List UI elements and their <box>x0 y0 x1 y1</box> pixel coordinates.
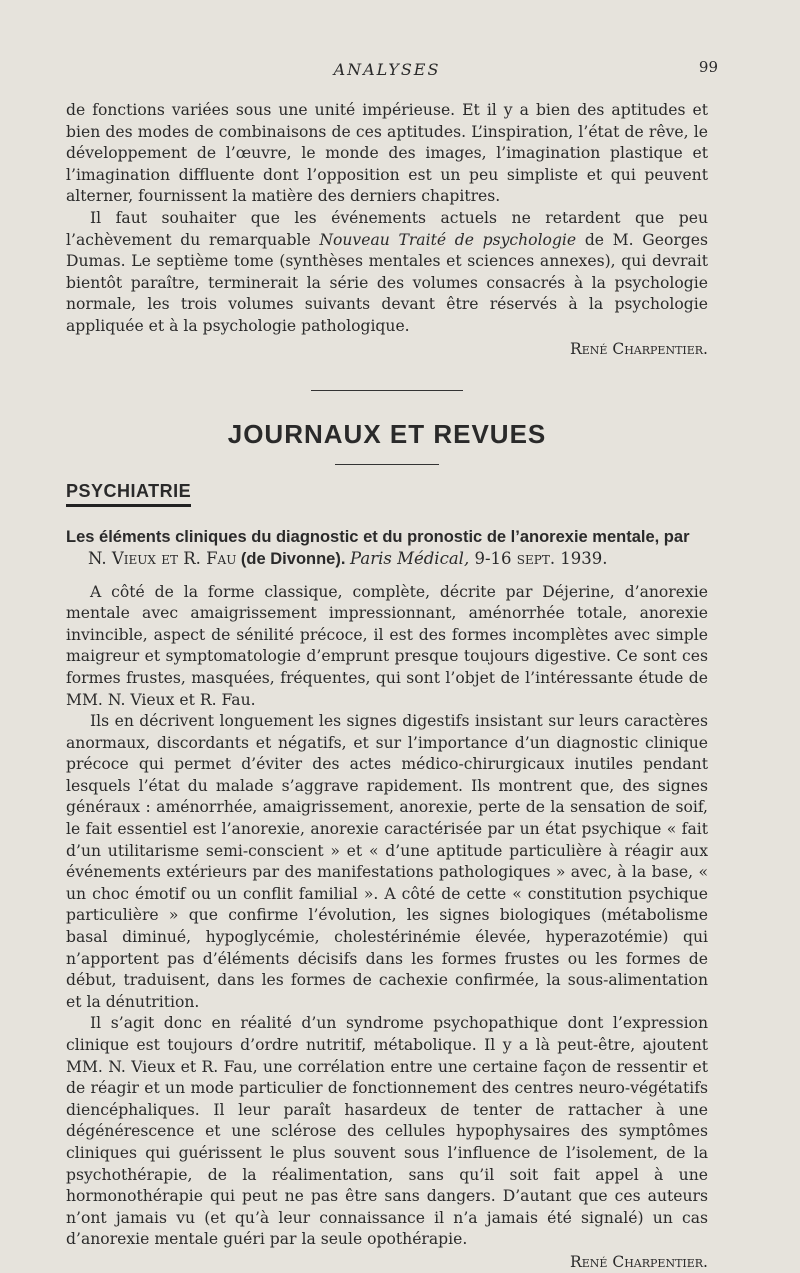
book-title: Nouveau Traité de psychologie <box>319 230 577 249</box>
prev-article-paragraph: de fonctions variées sous une unité impérieuse. Et il y a bien des aptitudes et bien des modes de combinaisons de ces aptitudes. L’inspiration, l’état de rêve, le développement de l’œuvre, le monde des images, l’imagination plastique et l’imagination diffluente dont l’opposition est un peu simpliste et qui peuvent alterner, fournissent la matière des derniers chapitres. <box>66 101 708 206</box>
subsection-heading: PSYCHIATRIE <box>66 481 191 507</box>
article-signature: René Charpentier. <box>570 1252 708 1271</box>
running-head: ANALYSES <box>333 60 441 79</box>
page-header <box>66 58 718 84</box>
section-divider <box>311 390 463 391</box>
article-authors: N. Vieux et R. Fau <box>88 548 237 568</box>
text-run: de M. Georges Dumas. Le septième tome (synthèses mentales et sciences annexes), qui devrait bientôt paraître, terminerait la série des volumes consacrés à la psychologie normale, les trois volumes suivants devant être réservés à la psychologie appliquée et à la psychologie pathologique. <box>66 230 709 335</box>
page-body <box>66 100 708 1273</box>
section-title-rule <box>335 464 439 465</box>
article-paragraph: Il s’agit donc en réalité d’un syndrome psychopathique dont l’expression clinique est toujours d’ordre nutritif, métabolique. Il y a là peut-être, ajoutent MM. N. Vieux et R. Fau, une corrélation entre une certaine façon de ressentir et de réagir et un mode particulier de fonctionnement des centres neuro-végétatifs diencéphaliques. Il leur paraît hasardeux de tenter de rattacher à une dégénérescence et une sclérose des cellules hypophysaires des symptômes cliniques qui guérissent le plus souvent sous l’influence de l’isolement, de la psychothérapie, de la réalimentation, sans qu’il soit fait appel à une hormonothérapie qui peut ne pas être sans dangers. D’autant que ces auteurs n’ont jamais vu (et qu’à leur connaissance il n’a jamais été signalé) un cas d’anorexie mentale guéri par la seule opothérapie. <box>66 1014 708 1249</box>
article-title-text: Les éléments cliniques du diagnostic et du pronostic de l’anorexie mentale, par <box>66 527 690 546</box>
article-origin: (de Divonne). <box>236 549 351 568</box>
prev-article-signature: René Charpentier. <box>570 339 708 358</box>
section-title: JOURNAUX ET REVUES <box>227 418 547 449</box>
text-run: Il faut souhaiter que les événements actuels ne retardent que peu l’achèvement du remarquable <box>66 208 708 249</box>
article-paragraph: Ils en décrivent longuement les signes digestifs insistant sur leurs caractères anormaux, discordants et négatifs, et sur l’importance d’un diagnostic clinique précoce qui permet d’éviter des actes médico-chirurgicaux inutiles pendant lesquels l’état du malade s’aggrave rapidement. Ils montrent que, des signes généraux : aménorrhée, amaigrissement, anorexie, perte de la sensation de soif, le fait essentiel est l’anorexie, anorexie caractérisée par un état psychique « fait d’un utilitarisme semi-conscient » et « d’une aptitude particulière à réagir aux événements extérieurs par des manifestations pathologiques » avec, à la base, « un choc émotif ou un conflit familial ». A côté de cette « constitution psychique particulière » que confirme l’évolution, les signes biologiques (métabolisme basal diminué, hypoglycémie, cholestérinémie élevée, hyperazotémie) qui n’apportent pas d’éléments décisifs dans les formes frustes ou les formes de début, traduisent, dans les formes de cachexie confirmée, la sous-alimentation et la dénutrition. <box>66 712 708 1011</box>
article-source: Paris Médical, <box>350 548 470 568</box>
article-body <box>66 582 708 1273</box>
article-title <box>66 527 708 570</box>
page-number: 99 <box>698 58 718 76</box>
prev-article-paragraph <box>66 208 708 338</box>
article-date: 9-16 sept. 1939. <box>469 548 608 568</box>
article-paragraph: A côté de la forme classique, complète, décrite par Déjerine, d’anorexie mentale avec amaigrissement impressionnant, aménorrhée totale, anorexie invincible, aspect de sénilité précoce, il est des formes incomplètes avec simple maigreur et symptomatologie d’emprunt presque toujours digestive. Ce sont ces formes frustes, masquées, fréquentes, qui sont l’objet de l’intéressante étude de MM. N. Vieux et R. Fau. <box>66 582 708 709</box>
